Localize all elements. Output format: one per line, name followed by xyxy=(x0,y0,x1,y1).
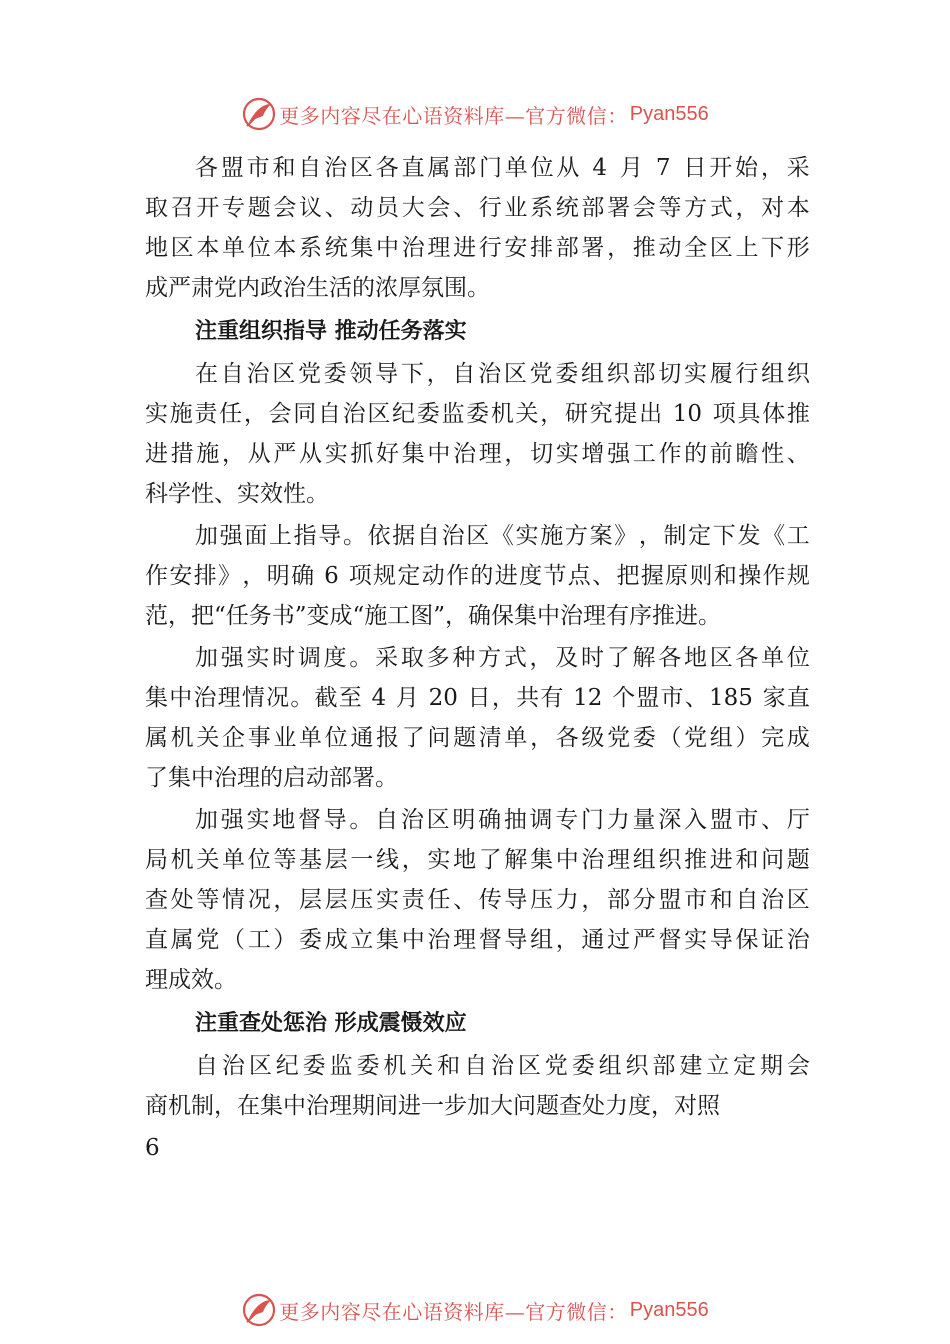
text-line: 理成效。 xyxy=(145,967,237,993)
watermark-header xyxy=(0,94,950,134)
text-line: 作 安 排 》 ， 明 确 6 项 规 定 动 作 的 进 度 节 点 、 把 握 原 则 和 操 作 规 xyxy=(145,563,810,589)
text-line: 各 盟 市 和 自 治 区 各 直 属 部 门 单 位 从 4 月 7 日 开 始 ， 采 xyxy=(195,155,810,181)
text-line: 进 措 施 ， 从 严 从 实 抓 好 集 中 治 理 ， 切 实 增 强 工 作 的 前 瞻 性 、 xyxy=(145,441,810,467)
page-number: 6 xyxy=(145,1135,160,1161)
paragraph xyxy=(145,148,810,308)
text-line: 自 治 区 纪 委 监 委 机 关 和 自 治 区 党 委 组 织 部 建 立 定 期 会 xyxy=(195,1053,810,1079)
text-line: 商机制，在集中治理期间进一步加大问题查处力度，对照 xyxy=(145,1093,720,1119)
text-line: 加 强 实 时 调 度 。 采 取 多 种 方 式 ， 及 时 了 解 各 地 区 各 单 位 xyxy=(195,645,810,671)
text-line: 地 区 本 单 位 本 系 统 集 中 治 理 进 行 安 排 部 署 ， 推 动 全 区 上 下 形 xyxy=(145,235,810,261)
text-line: 直 属 党 （ 工 ） 委 成 立 集 中 治 理 督 导 组 ， 通 过 严 督 实 导 保 证 治 xyxy=(145,927,810,953)
watermark-footer xyxy=(0,1290,950,1330)
text-line: 实 施 责 任 ， 会 同 自 治 区 纪 委 监 委 机 关 ， 研 究 提 出 10 项 具 体 推 xyxy=(145,401,810,427)
text-line: 局 机 关 单 位 等 基 层 一 线 ， 实 地 了 解 集 中 治 理 组 织 推 进 和 问 题 xyxy=(145,847,810,873)
section-heading: 注重组织指导 推动任务落实 xyxy=(195,319,467,344)
text-line: 范，把“任务书”变成“施工图”，确保集中治理有序推进。 xyxy=(145,603,722,629)
document-body xyxy=(145,148,810,1168)
text-line: 加 强 实 地 督 导 。 自 治 区 明 确 抽 调 专 门 力 量 深 入 盟 市 、 厅 xyxy=(195,807,810,833)
paragraph xyxy=(145,516,810,636)
quill-logo-icon xyxy=(241,96,277,132)
text-line: 了集中治理的启动部署。 xyxy=(145,765,398,791)
quill-logo-icon xyxy=(241,1292,277,1328)
paragraph xyxy=(145,354,810,514)
text-line: 科学性、实效性。 xyxy=(145,481,329,507)
text-line: 在 自 治 区 党 委 领 导 下 ， 自 治 区 党 委 组 织 部 切 实 履 行 组 织 xyxy=(195,361,810,387)
watermark-text: 更多内容尽在心语资料库—官方微信： xyxy=(279,1299,628,1324)
text-line: 取 召 开 专 题 会 议 、 动 员 大 会 、 行 业 系 统 部 署 会 等 方 式 ， 对 本 xyxy=(145,195,810,221)
text-line: 集 中 治 理 情 况 。 截 至 4 月 20 日 ， 共 有 12 个 盟 市 、 185 家 直 xyxy=(145,685,810,711)
text-line: 属 机 关 企 事 业 单 位 通 报 了 问 题 清 单 ， 各 级 党 委 （ 党 组 ） 完 成 xyxy=(145,725,810,751)
paragraph xyxy=(145,1046,810,1126)
paragraph xyxy=(145,800,810,1000)
watermark-handle: Pyan556 xyxy=(629,102,709,125)
text-line: 加 强 面 上 指 导 。 依 据 自 治 区 《 实 施 方 案 》 ， 制 定 下 发 《 工 xyxy=(195,523,810,549)
section-heading: 注重查处惩治 形成震慑效应 xyxy=(195,1011,467,1036)
watermark-text: 更多内容尽在心语资料库—官方微信： xyxy=(279,103,628,128)
paragraph xyxy=(145,638,810,798)
text-line: 查 处 等 情 况 ， 层 层 压 实 责 任 、 传 导 压 力 ， 部 分 盟 市 和 自 治 区 xyxy=(145,887,810,913)
watermark-handle: Pyan556 xyxy=(629,1298,709,1321)
text-line: 成严肃党内政治生活的浓厚氛围。 xyxy=(145,275,490,301)
